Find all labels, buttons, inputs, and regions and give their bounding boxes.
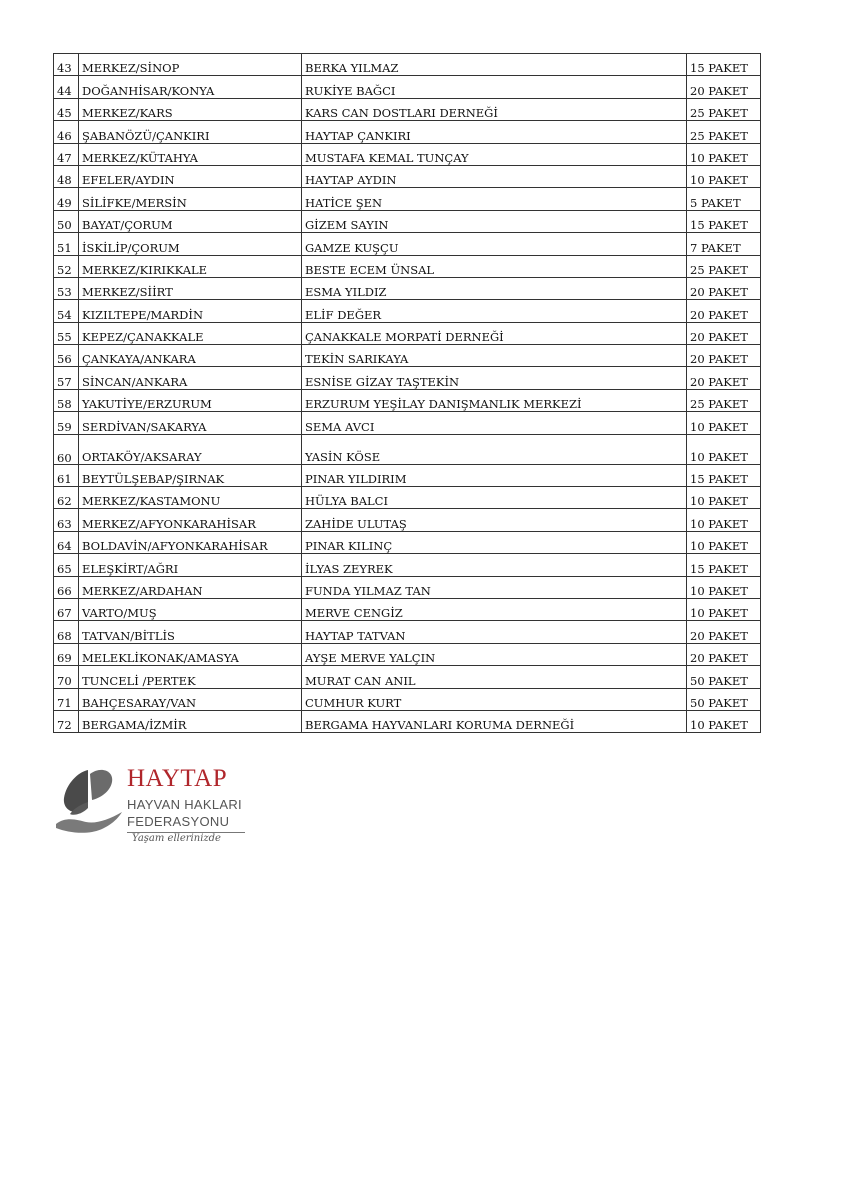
row-number-cell: 56: [54, 345, 79, 367]
recipient-cell: BESTE ECEM ÜNSAL: [302, 255, 687, 277]
location-cell: TATVAN/BİTLİS: [79, 621, 302, 643]
location-cell: MERKEZ/KIRIKKALE: [79, 255, 302, 277]
table-row: [54, 76, 761, 98]
table-row: [54, 531, 761, 553]
row-number-cell: 67: [54, 598, 79, 620]
table-row: [54, 165, 761, 187]
row-number-cell: 66: [54, 576, 79, 598]
package-count-cell: 20 PAKET: [687, 345, 761, 367]
row-number-cell: 52: [54, 255, 79, 277]
row-number-cell: 68: [54, 621, 79, 643]
recipient-cell: MUSTAFA KEMAL TUNÇAY: [302, 143, 687, 165]
recipient-cell: PINAR KILINÇ: [302, 531, 687, 553]
row-number-cell: 54: [54, 300, 79, 322]
table-row: [54, 509, 761, 531]
location-cell: BAHÇESARAY/VAN: [79, 688, 302, 710]
package-count-cell: 15 PAKET: [687, 210, 761, 232]
package-count-cell: 25 PAKET: [687, 121, 761, 143]
package-count-cell: 5 PAKET: [687, 188, 761, 210]
location-cell: MERKEZ/KÜTAHYA: [79, 143, 302, 165]
row-number-cell: 63: [54, 509, 79, 531]
table-row: [54, 464, 761, 486]
row-number-cell: 55: [54, 322, 79, 344]
location-cell: EFELER/AYDIN: [79, 165, 302, 187]
recipient-cell: MERVE CENGİZ: [302, 598, 687, 620]
recipient-cell: PINAR YILDIRIM: [302, 464, 687, 486]
package-count-cell: 20 PAKET: [687, 322, 761, 344]
table-row: [54, 322, 761, 344]
recipient-cell: AYŞE MERVE YALÇIN: [302, 643, 687, 665]
location-cell: TUNCELİ /PERTEK: [79, 666, 302, 688]
table-row: [54, 621, 761, 643]
package-count-cell: 15 PAKET: [687, 554, 761, 576]
package-count-cell: 10 PAKET: [687, 598, 761, 620]
table-row: [54, 143, 761, 165]
row-number-cell: 59: [54, 412, 79, 434]
package-count-cell: 20 PAKET: [687, 277, 761, 299]
table-row: [54, 412, 761, 434]
package-count-cell: 50 PAKET: [687, 688, 761, 710]
package-count-cell: 25 PAKET: [687, 389, 761, 411]
logo-line2: FEDERASYONU: [127, 814, 230, 829]
row-number-cell: 58: [54, 389, 79, 411]
location-cell: SİNCAN/ANKARA: [79, 367, 302, 389]
location-cell: MERKEZ/SİNOP: [79, 54, 302, 76]
location-cell: DOĞANHİSAR/KONYA: [79, 76, 302, 98]
location-cell: MERKEZ/ARDAHAN: [79, 576, 302, 598]
recipient-cell: ELİF DEĞER: [302, 300, 687, 322]
package-count-cell: 10 PAKET: [687, 165, 761, 187]
row-number-cell: 65: [54, 554, 79, 576]
row-number-cell: 44: [54, 76, 79, 98]
recipient-cell: MURAT CAN ANIL: [302, 666, 687, 688]
table-row: [54, 255, 761, 277]
table-row: [54, 643, 761, 665]
location-cell: BAYAT/ÇORUM: [79, 210, 302, 232]
table-body: [54, 54, 761, 733]
recipient-cell: SEMA AVCI: [302, 412, 687, 434]
table-row: [54, 554, 761, 576]
package-count-cell: 10 PAKET: [687, 576, 761, 598]
table-row: [54, 210, 761, 232]
row-number-cell: 47: [54, 143, 79, 165]
package-count-cell: 20 PAKET: [687, 643, 761, 665]
package-count-cell: 25 PAKET: [687, 98, 761, 120]
recipient-cell: ZAHİDE ULUTAŞ: [302, 509, 687, 531]
haytap-logo: [52, 762, 252, 852]
location-cell: MELEKLİKONAK/AMASYA: [79, 643, 302, 665]
table-row: [54, 688, 761, 710]
location-cell: KIZILTEPE/MARDİN: [79, 300, 302, 322]
logo-line1: HAYVAN HAKLARI: [127, 797, 242, 812]
recipient-cell: İLYAS ZEYREK: [302, 554, 687, 576]
row-number-cell: 69: [54, 643, 79, 665]
recipient-cell: BERGAMA HAYVANLARI KORUMA DERNEĞİ: [302, 710, 687, 732]
table-row: [54, 434, 761, 464]
recipient-cell: ESNİSE GİZAY TAŞTEKİN: [302, 367, 687, 389]
package-count-cell: 20 PAKET: [687, 367, 761, 389]
row-number-cell: 61: [54, 464, 79, 486]
package-count-cell: 10 PAKET: [687, 531, 761, 553]
row-number-cell: 50: [54, 210, 79, 232]
table-row: [54, 666, 761, 688]
recipient-cell: GAMZE KUŞÇU: [302, 233, 687, 255]
package-count-cell: 10 PAKET: [687, 143, 761, 165]
package-count-cell: 10 PAKET: [687, 412, 761, 434]
location-cell: ŞABANÖZÜ/ÇANKIRI: [79, 121, 302, 143]
row-number-cell: 71: [54, 688, 79, 710]
location-cell: KEPEZ/ÇANAKKALE: [79, 322, 302, 344]
package-count-cell: 7 PAKET: [687, 233, 761, 255]
row-number-cell: 45: [54, 98, 79, 120]
recipient-cell: HAYTAP AYDIN: [302, 165, 687, 187]
location-cell: MERKEZ/SİİRT: [79, 277, 302, 299]
table-row: [54, 345, 761, 367]
location-cell: MERKEZ/KASTAMONU: [79, 487, 302, 509]
recipient-cell: KARS CAN DOSTLARI DERNEĞİ: [302, 98, 687, 120]
row-number-cell: 43: [54, 54, 79, 76]
row-number-cell: 49: [54, 188, 79, 210]
table-row: [54, 367, 761, 389]
location-cell: ORTAKÖY/AKSARAY: [79, 434, 302, 464]
recipient-cell: HAYTAP TATVAN: [302, 621, 687, 643]
recipient-cell: FUNDA YILMAZ TAN: [302, 576, 687, 598]
butterfly-hand-icon: [52, 762, 132, 842]
location-cell: ELEŞKİRT/AĞRI: [79, 554, 302, 576]
recipient-cell: ÇANAKKALE MORPATİ DERNEĞİ: [302, 322, 687, 344]
recipient-cell: HAYTAP ÇANKIRI: [302, 121, 687, 143]
table-row: [54, 98, 761, 120]
table-row: [54, 233, 761, 255]
logo-tagline: Yaşam ellerinizde: [132, 833, 221, 844]
package-count-cell: 10 PAKET: [687, 434, 761, 464]
table-row: [54, 300, 761, 322]
distribution-table: [53, 53, 761, 733]
location-cell: BEYTÜLŞEBAP/ŞIRNAK: [79, 464, 302, 486]
recipient-cell: YASİN KÖSE: [302, 434, 687, 464]
row-number-cell: 46: [54, 121, 79, 143]
recipient-cell: ERZURUM YEŞİLAY DANIŞMANLIK MERKEZİ: [302, 389, 687, 411]
row-number-cell: 48: [54, 165, 79, 187]
table-row: [54, 389, 761, 411]
recipient-cell: ESMA YILDIZ: [302, 277, 687, 299]
package-count-cell: 15 PAKET: [687, 464, 761, 486]
package-count-cell: 10 PAKET: [687, 487, 761, 509]
row-number-cell: 60: [54, 434, 79, 464]
location-cell: MERKEZ/KARS: [79, 98, 302, 120]
package-count-cell: 10 PAKET: [687, 509, 761, 531]
logo-brand: HAYTAP: [127, 765, 228, 792]
package-count-cell: 50 PAKET: [687, 666, 761, 688]
location-cell: BERGAMA/İZMİR: [79, 710, 302, 732]
row-number-cell: 53: [54, 277, 79, 299]
row-number-cell: 57: [54, 367, 79, 389]
table-row: [54, 54, 761, 76]
table-row: [54, 487, 761, 509]
recipient-cell: RUKİYE BAĞCI: [302, 76, 687, 98]
recipient-cell: GİZEM SAYIN: [302, 210, 687, 232]
row-number-cell: 70: [54, 666, 79, 688]
package-count-cell: 15 PAKET: [687, 54, 761, 76]
location-cell: YAKUTİYE/ERZURUM: [79, 389, 302, 411]
recipient-cell: TEKİN SARIKAYA: [302, 345, 687, 367]
recipient-cell: HATİCE ŞEN: [302, 188, 687, 210]
location-cell: ÇANKAYA/ANKARA: [79, 345, 302, 367]
table-row: [54, 710, 761, 732]
location-cell: VARTO/MUŞ: [79, 598, 302, 620]
row-number-cell: 64: [54, 531, 79, 553]
location-cell: MERKEZ/AFYONKARAHİSAR: [79, 509, 302, 531]
row-number-cell: 51: [54, 233, 79, 255]
recipient-cell: BERKA YILMAZ: [302, 54, 687, 76]
table-row: [54, 121, 761, 143]
location-cell: SERDİVAN/SAKARYA: [79, 412, 302, 434]
package-count-cell: 20 PAKET: [687, 621, 761, 643]
location-cell: İSKİLİP/ÇORUM: [79, 233, 302, 255]
row-number-cell: 72: [54, 710, 79, 732]
row-number-cell: 62: [54, 487, 79, 509]
package-count-cell: 10 PAKET: [687, 710, 761, 732]
package-count-cell: 25 PAKET: [687, 255, 761, 277]
package-count-cell: 20 PAKET: [687, 300, 761, 322]
location-cell: SİLİFKE/MERSİN: [79, 188, 302, 210]
location-cell: BOLDAVİN/AFYONKARAHİSAR: [79, 531, 302, 553]
table-row: [54, 277, 761, 299]
package-count-cell: 20 PAKET: [687, 76, 761, 98]
table-row: [54, 576, 761, 598]
table-row: [54, 598, 761, 620]
recipient-cell: CUMHUR KURT: [302, 688, 687, 710]
table-row: [54, 188, 761, 210]
recipient-cell: HÜLYA BALCI: [302, 487, 687, 509]
